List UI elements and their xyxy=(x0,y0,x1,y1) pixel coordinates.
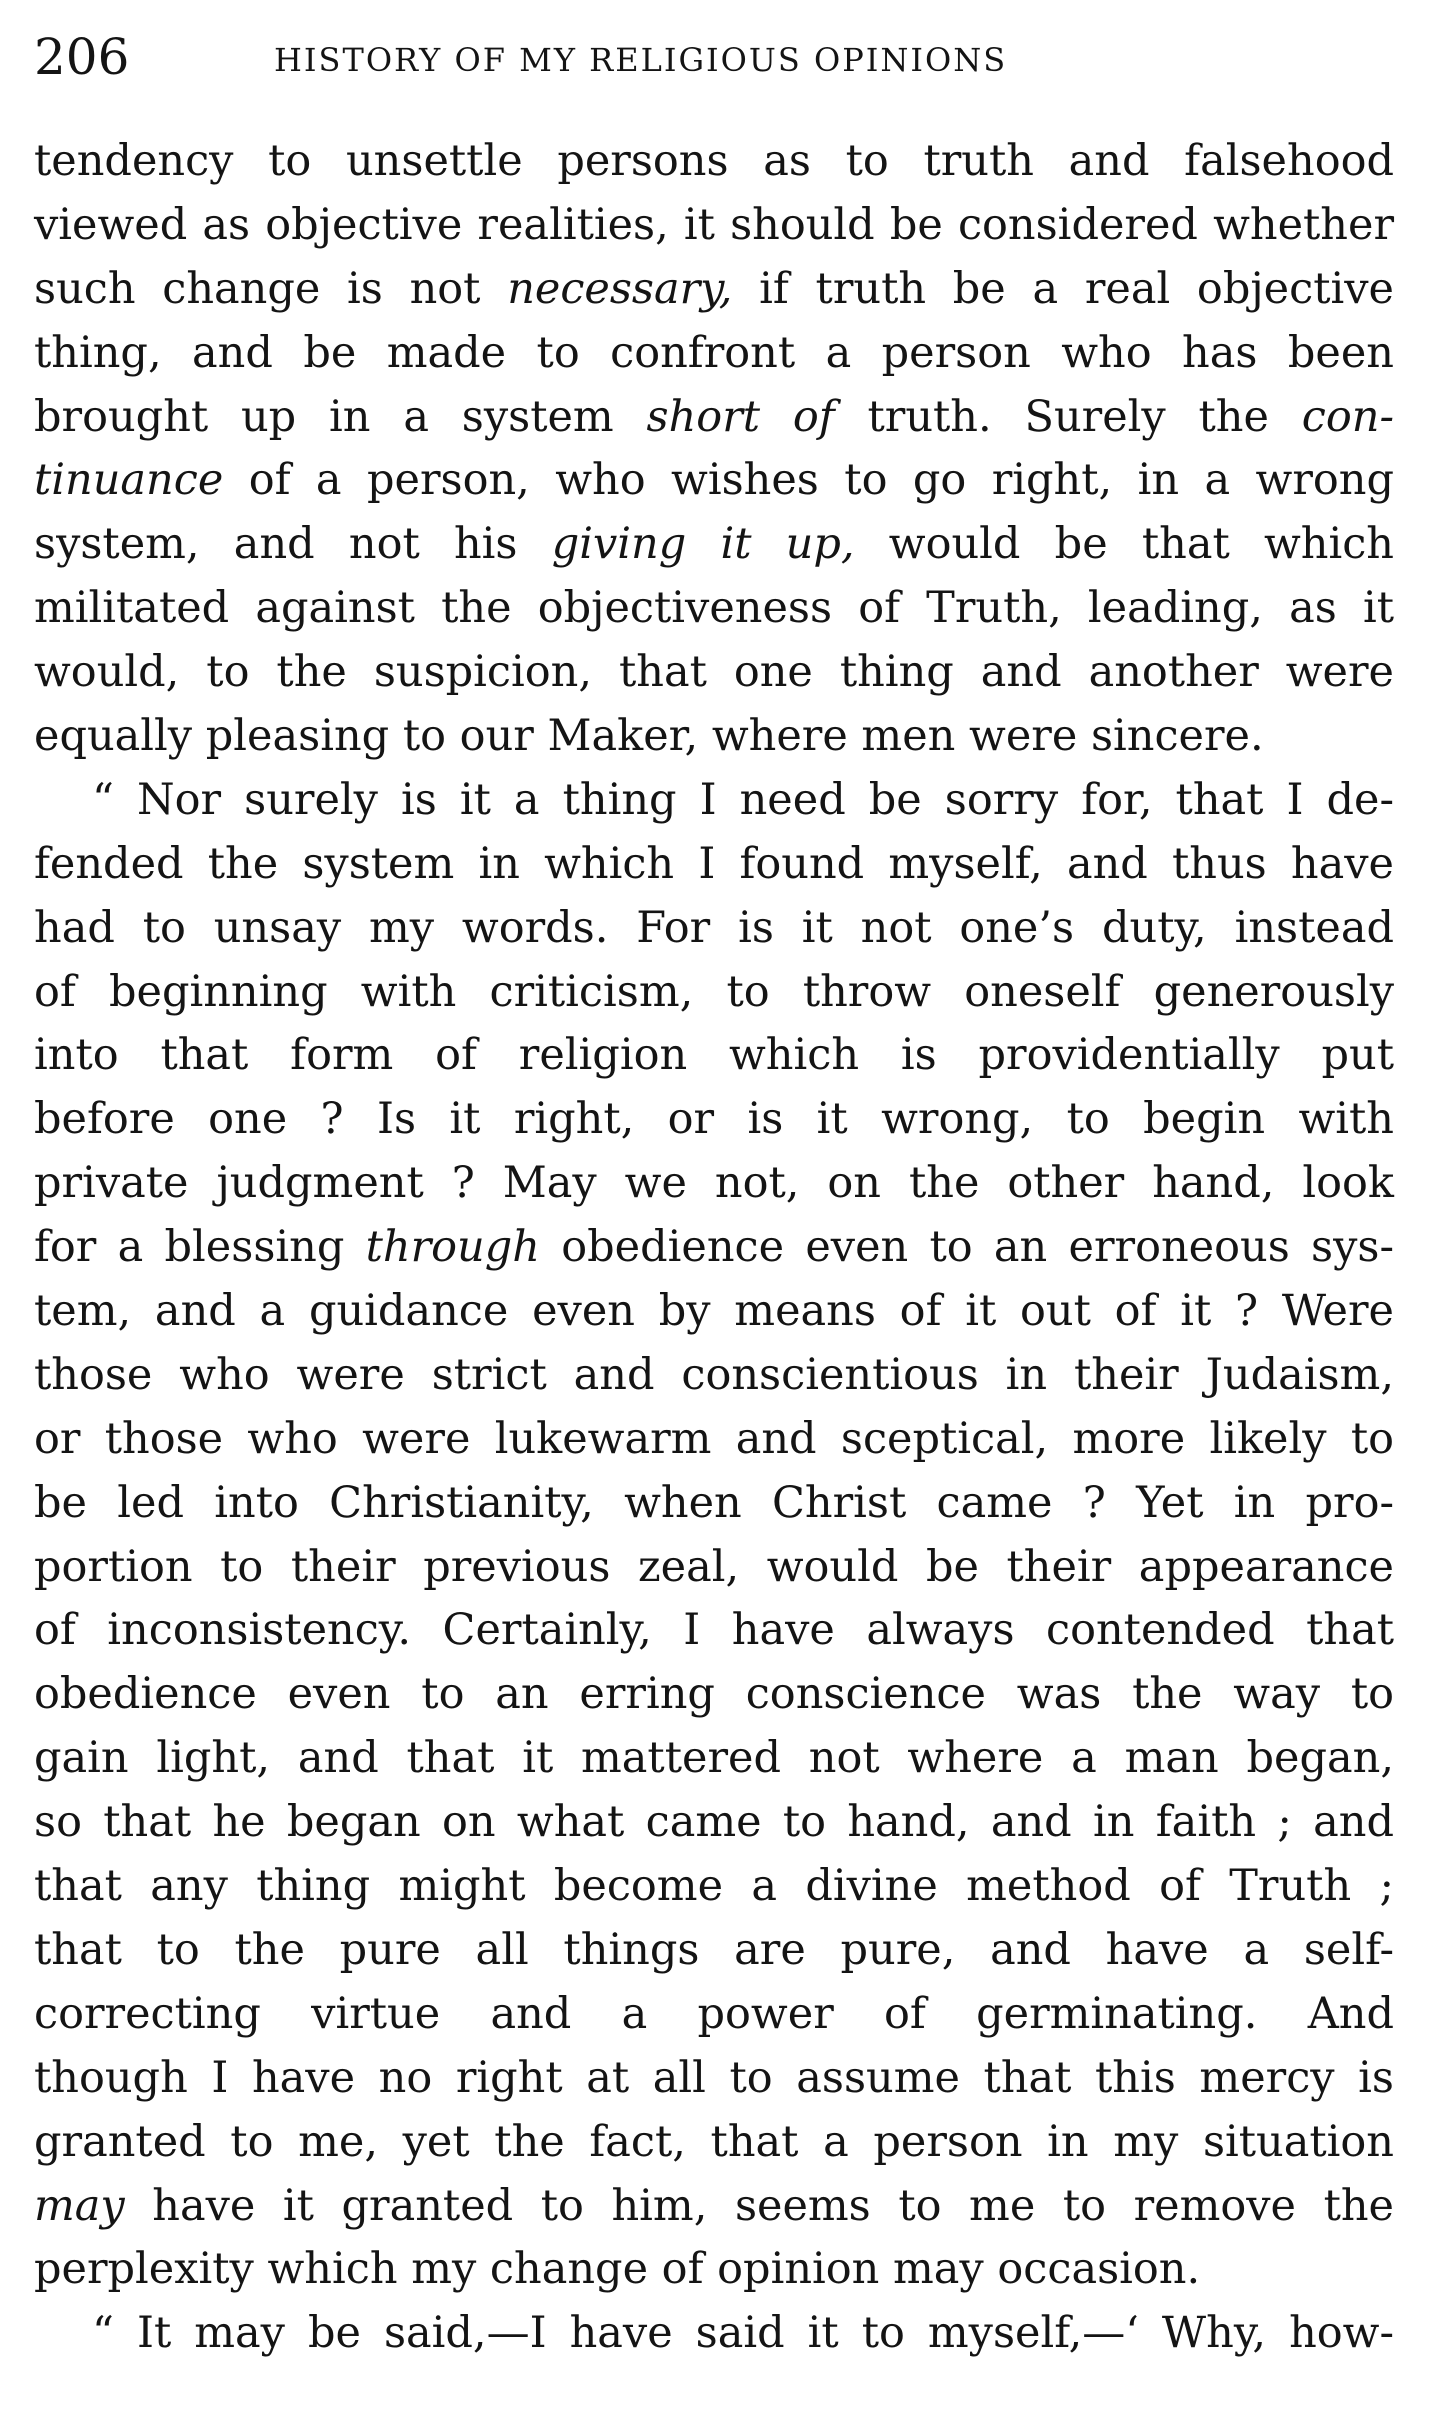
text-line xyxy=(34,1919,1394,1983)
text-run: such change is not xyxy=(34,263,508,314)
italic-text: may xyxy=(34,2180,125,2231)
text-line xyxy=(34,1663,1394,1727)
text-line xyxy=(34,258,1394,322)
text-run: of inconsistency. Certainly, I have always contended that xyxy=(34,1605,1394,1656)
text-run: system, and not his xyxy=(34,519,552,570)
text-run: those who were strict and conscientious in their Judaism, xyxy=(34,1349,1394,1400)
text-run: gain light, and that it mattered not where a man began, xyxy=(34,1733,1394,1784)
text-run: brought up in a system xyxy=(34,391,647,442)
text-line xyxy=(34,769,1394,833)
text-line xyxy=(34,130,1394,194)
text-line xyxy=(34,897,1394,961)
text-run: truth. Surely the xyxy=(834,391,1302,442)
text-run: obedience even to an erroneous sys- xyxy=(539,1222,1394,1273)
text-run: for a blessing xyxy=(34,1222,366,1273)
text-run: tendency to unsettle persons as to truth and falsehood xyxy=(34,136,1394,186)
text-line xyxy=(34,2175,1394,2239)
text-line xyxy=(34,194,1394,258)
text-line xyxy=(34,705,1394,769)
text-run: thing, and be made to confront a person who has been xyxy=(34,327,1394,378)
italic-text: tinuance xyxy=(34,455,224,506)
text-run: correcting virtue and a power of germinating. And xyxy=(34,1988,1394,2039)
text-line xyxy=(34,2238,1394,2302)
text-line xyxy=(34,1024,1394,1088)
text-run: “ It may be said,—I have said it to myself,—‘ Why, how- xyxy=(92,2308,1394,2359)
text-line xyxy=(34,1791,1394,1855)
body-text xyxy=(34,130,1394,2366)
text-run: into that form of religion which is providentially put xyxy=(34,1030,1394,1081)
text-run: portion to their previous zeal, would be their appearance xyxy=(34,1541,1394,1592)
text-run: of a person, who wishes to go right, in a wrong xyxy=(223,455,1394,506)
italic-text: necessary, xyxy=(507,263,733,314)
text-run: fended the system in which I found myself, and thus have xyxy=(34,838,1394,889)
text-run: obedience even to an erring conscience was the way to xyxy=(34,1669,1394,1720)
italic-text: giving it up, xyxy=(551,519,855,570)
text-run: that to the pure all things are pure, and have a self- xyxy=(34,1924,1394,1975)
italic-text: short of xyxy=(646,391,835,442)
page-header xyxy=(34,22,1394,92)
text-run: before one ? Is it right, or is it wrong, to begin with xyxy=(34,1094,1394,1145)
text-run: or those who were lukewarm and sceptical, more likely to xyxy=(34,1413,1394,1464)
text-line xyxy=(34,1727,1394,1791)
text-line xyxy=(34,1216,1394,1280)
italic-text: con- xyxy=(1301,391,1394,442)
text-line xyxy=(34,1983,1394,2047)
text-run: have it granted to him, seems to me to remove the xyxy=(124,2180,1394,2231)
text-run: if truth be a real objective xyxy=(732,263,1394,314)
text-run: that any thing might become a divine method of Truth ; xyxy=(34,1861,1394,1912)
text-run: be led into Christianity, when Christ came ? Yet in pro- xyxy=(34,1477,1394,1528)
text-line xyxy=(34,1599,1394,1663)
text-line xyxy=(34,1280,1394,1344)
text-run: private judgment ? May we not, on the other hand, look xyxy=(34,1158,1394,1209)
text-run: would, to the suspicion, that one thing and another were xyxy=(34,647,1394,698)
text-run: of beginning with criticism, to throw oneself generously xyxy=(34,966,1394,1017)
text-line xyxy=(34,386,1394,450)
italic-text: through xyxy=(365,1222,540,1273)
text-line xyxy=(34,1408,1394,1472)
text-line xyxy=(34,1472,1394,1536)
text-line xyxy=(34,1344,1394,1408)
text-line xyxy=(34,641,1394,705)
page-number: 206 xyxy=(34,28,130,86)
text-line xyxy=(34,322,1394,386)
text-line xyxy=(34,1855,1394,1919)
text-line xyxy=(34,577,1394,641)
text-run: equally pleasing to our Maker, where men were sincere. xyxy=(34,711,1264,762)
text-line xyxy=(34,2111,1394,2175)
text-run: would be that which xyxy=(854,519,1394,570)
text-line xyxy=(34,1536,1394,1600)
text-line xyxy=(34,449,1394,513)
text-line xyxy=(34,833,1394,897)
text-line xyxy=(34,2302,1394,2366)
text-run: “ Nor surely is it a thing I need be sorry for, that I de- xyxy=(92,774,1394,825)
text-run: perplexity which my change of opinion may occasion. xyxy=(34,2244,1201,2295)
text-run: tem, and a guidance even by means of it out of it ? Were xyxy=(34,1286,1394,1337)
text-run: viewed as objective realities, it should be considered whether xyxy=(34,199,1394,250)
text-line xyxy=(34,2047,1394,2111)
text-run: granted to me, yet the fact, that a person in my situation xyxy=(34,2116,1394,2167)
text-run: so that he began on what came to hand, and in faith ; and xyxy=(34,1797,1394,1848)
text-run: had to unsay my words. For is it not one’s duty, instead xyxy=(34,902,1394,953)
running-head: HISTORY OF MY RELIGIOUS OPINIONS xyxy=(274,41,1008,79)
text-line xyxy=(34,961,1394,1025)
text-run: militated against the objectiveness of Truth, leading, as it xyxy=(34,583,1394,634)
text-run: though I have no right at all to assume that this mercy is xyxy=(34,2052,1394,2103)
text-line xyxy=(34,1152,1394,1216)
text-line xyxy=(34,513,1394,577)
text-line xyxy=(34,1088,1394,1152)
